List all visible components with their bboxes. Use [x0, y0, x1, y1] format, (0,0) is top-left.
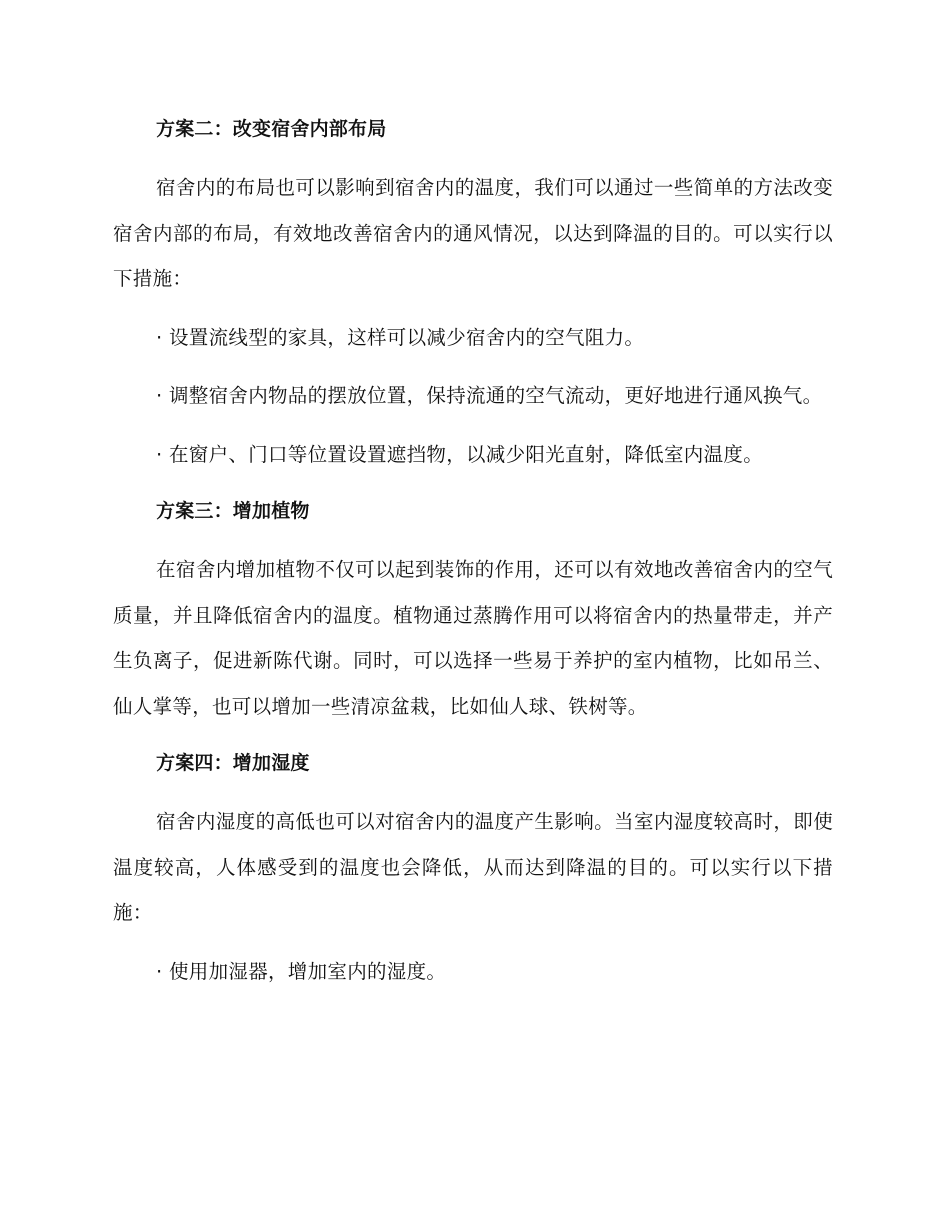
document-body	[113, 108, 833, 1007]
section-paragraph-plan-three: 在宿舍内增加植物不仅可以起到装饰的作用，还可以有效地改善宿舍内的空气质量，并且降低宿舍内的温度。植物通过蒸腾作用可以将宿舍内的热量带走，并产生负离子，促进新陈代谢。同时，可以选择一些易于养护的室内植物，比如吊兰、仙人掌等，也可以增加一些清凉盆栽，比如仙人球、铁树等。	[113, 558, 833, 718]
bullet-item: · 在窗户、门口等位置设置遮挡物，以减少阳光直射，降低室内温度。	[156, 442, 763, 466]
bullet-item: · 设置流线型的家具，这样可以减少宿舍内的空气阻力。	[156, 325, 645, 349]
section-heading-plan-four: 方案四：增加湿度	[156, 752, 310, 774]
section-paragraph-plan-four: 宿舍内湿度的高低也可以对宿舍内的温度产生影响。当室内湿度较高时，即使温度较高，人体感受到的温度也会降低，从而达到降温的目的。可以实行以下措施：	[113, 810, 833, 924]
bullet-item: · 调整宿舍内物品的摆放位置，保持流通的空气流动，更好地进行通风换气。	[156, 384, 823, 407]
section-paragraph-plan-two: 宿舍内的布局也可以影响到宿舍内的温度，我们可以通过一些简单的方法改变宿舍内部的布局，有效地改善宿舍内的通风情况，以达到降温的目的。可以实行以下措施：	[113, 176, 833, 290]
section-heading-plan-two: 方案二：改变宿舍内部布局	[156, 118, 387, 140]
bullet-item: · 使用加湿器，增加室内的湿度。	[156, 959, 447, 983]
section-heading-plan-three: 方案三：增加植物	[156, 500, 310, 522]
